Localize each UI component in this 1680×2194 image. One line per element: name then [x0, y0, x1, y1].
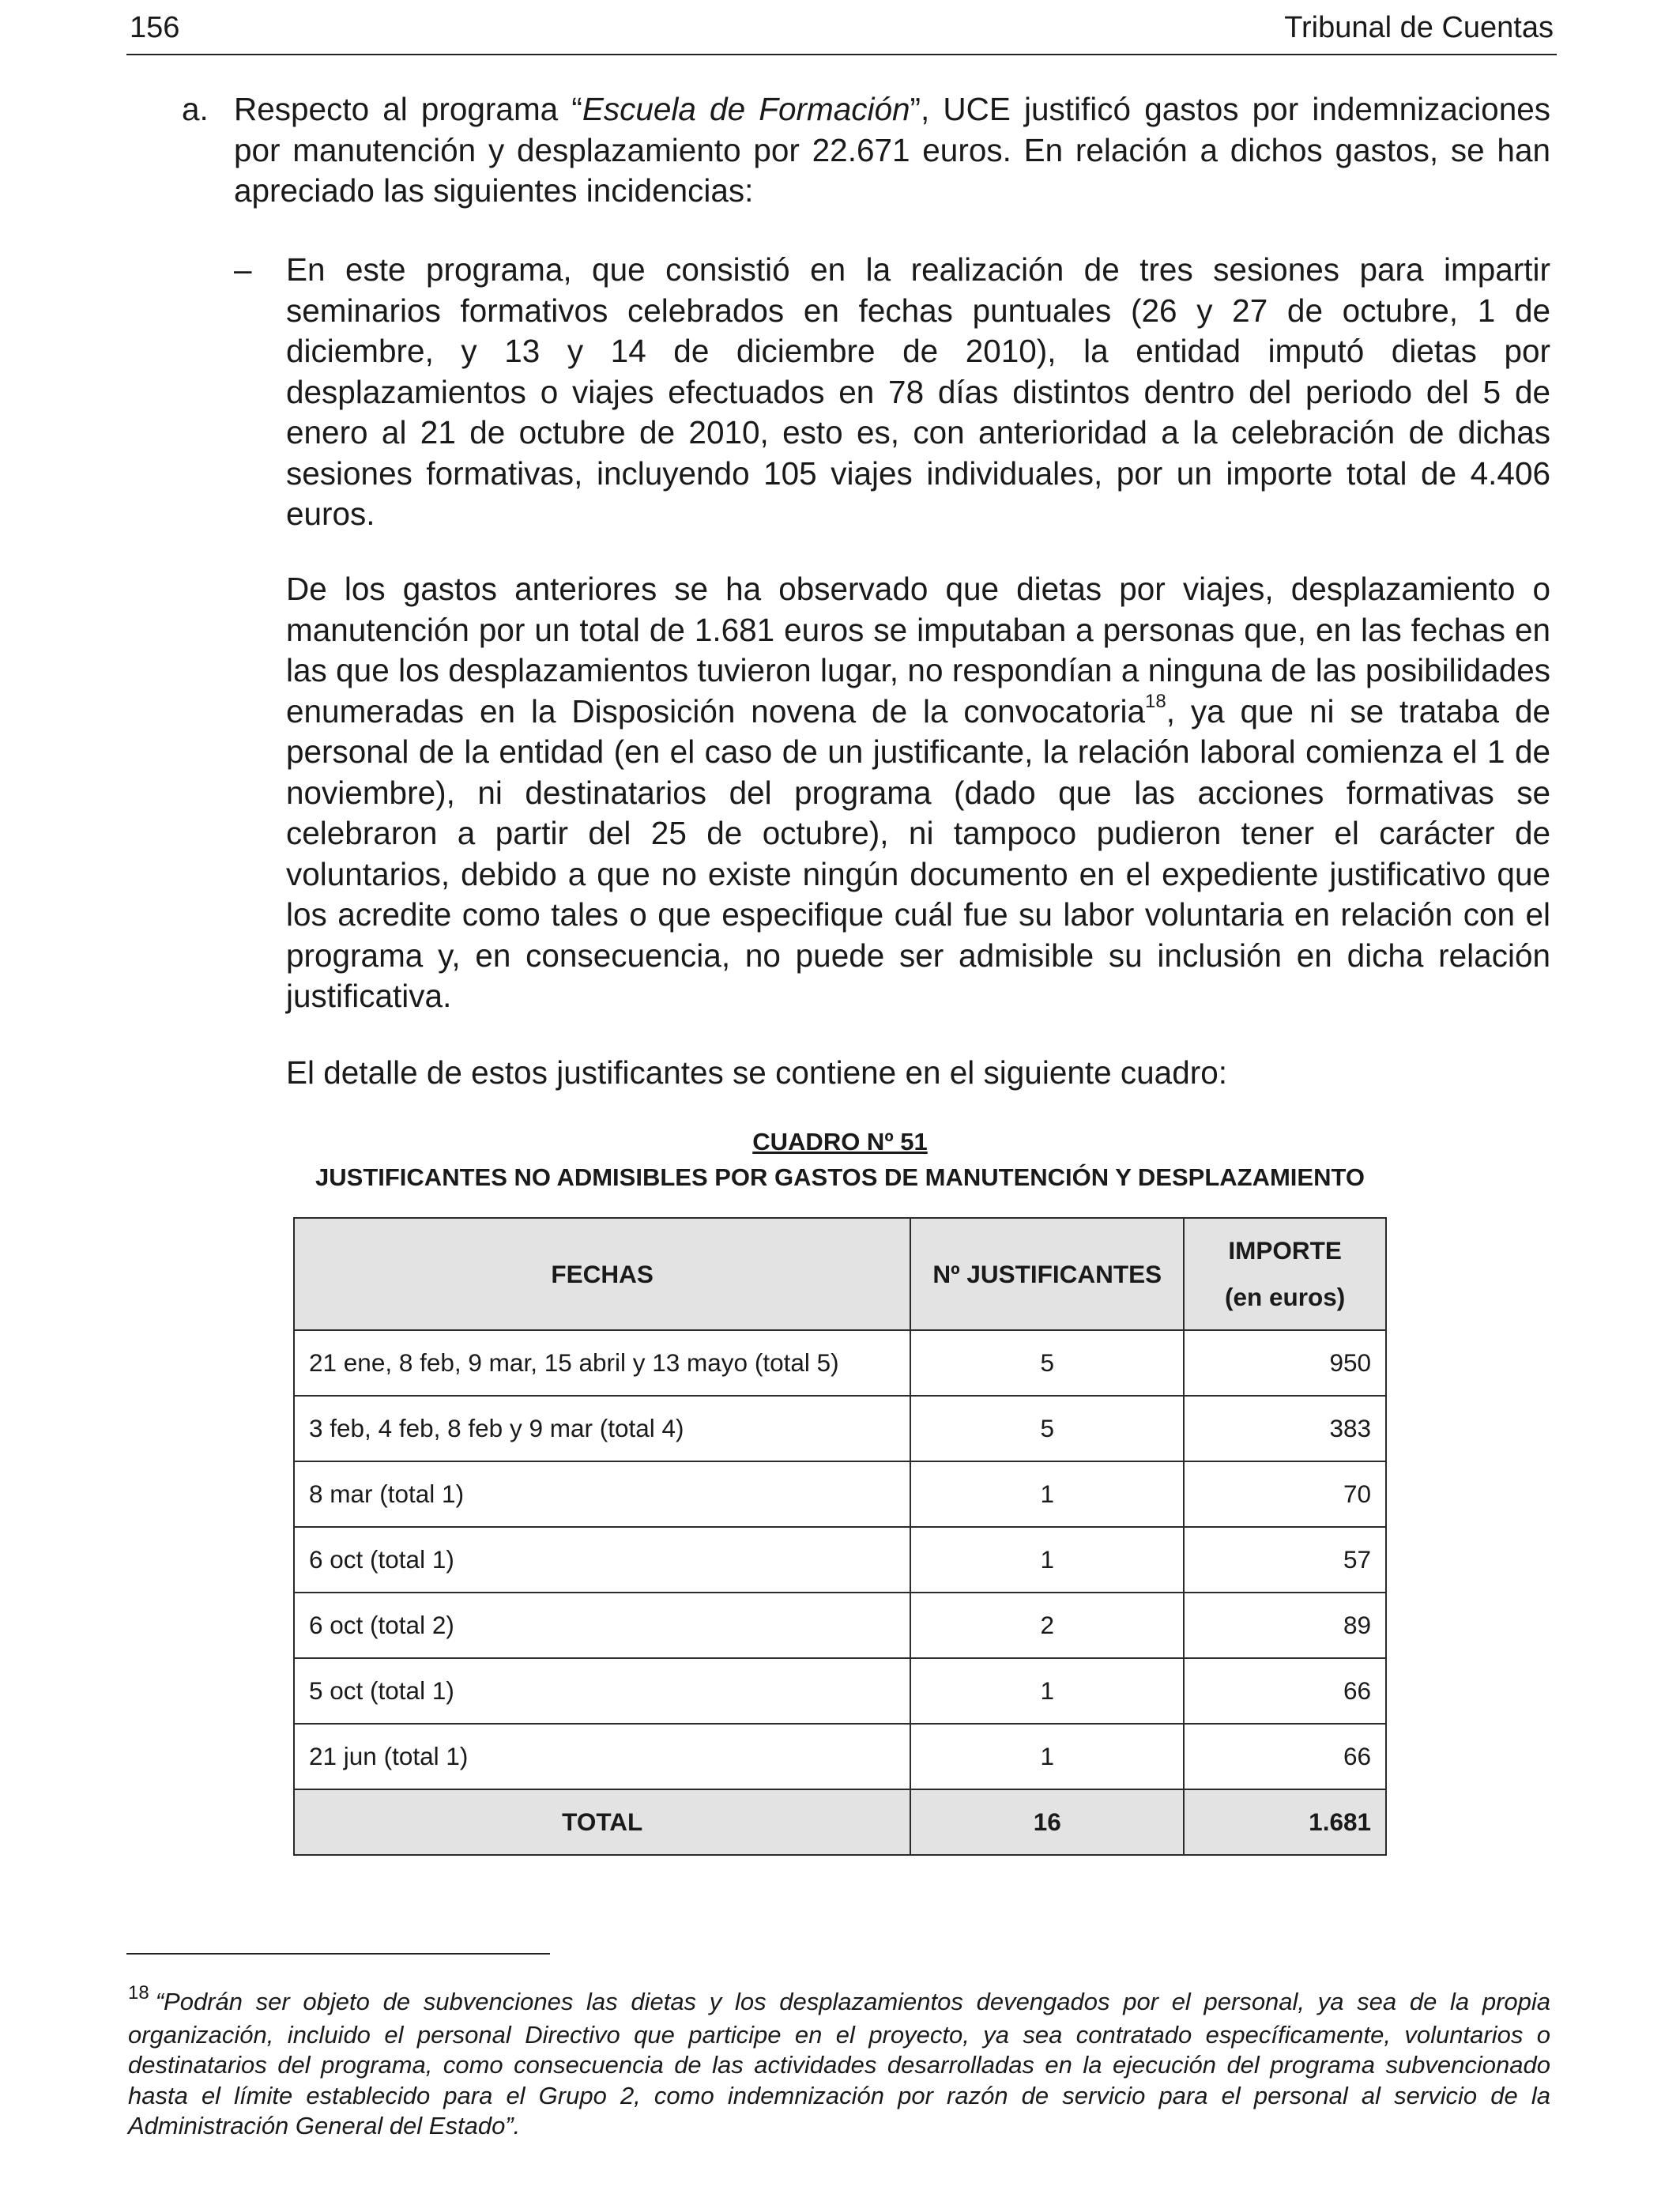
item-a-paragraph: [182, 89, 1550, 212]
justificantes-table: [293, 1217, 1387, 1856]
cell-fechas: 3 feb, 4 feb, 8 feb y 9 mar (total 4): [294, 1396, 910, 1461]
footnote-number: 18: [128, 1982, 149, 2004]
item-a-text-2: ”, UCE justificó gastos por indemnizaciones por manutención y desplazamiento por 22.671 euros. En relación a dichos gastos, se han apreciado las siguientes incidencias:: [234, 91, 1550, 209]
table-header-row: [294, 1218, 1386, 1330]
cell-fechas: 8 mar (total 1): [294, 1461, 910, 1527]
table-caption-text: CUADRO Nº 51: [752, 1128, 928, 1155]
footnote-reference[interactable]: 18: [1145, 691, 1166, 712]
total-justificantes: 16: [910, 1789, 1184, 1855]
item-a-text-1: Respecto al programa “: [234, 91, 582, 127]
cell-justificantes: 1: [910, 1724, 1184, 1789]
cell-justificantes: 2: [910, 1593, 1184, 1658]
header-importe-line-1: IMPORTE: [1228, 1236, 1342, 1265]
cell-importe: 950: [1184, 1330, 1386, 1396]
cell-importe: 383: [1184, 1396, 1386, 1461]
cell-importe: 70: [1184, 1461, 1386, 1527]
dash-marker: –: [234, 251, 252, 288]
body-paragraph-3: [286, 1053, 1550, 1094]
page-number: 156: [130, 11, 180, 44]
cell-justificantes: 1: [910, 1658, 1184, 1724]
cell-importe: 66: [1184, 1658, 1386, 1724]
paragraph-2-text-2: , ya que ni se trataba de personal de la entidad (en el caso de un justificante, la relación laboral comienza el 1 de noviembre), ni destinatarios del programa (dado que las acciones formativas se celebraron a partir del 25 de octubre), ni tampoco pudieron tener el carácter de voluntarios, debido a que no existe ningún documento en el expediente justificativo que los acredite como tales o que especifique cuál fue su labor voluntaria en relación con el programa y, en consecuencia, no puede ser admisible su inclusión en dicha relación justificativa.: [286, 692, 1551, 1014]
cell-justificantes: 5: [910, 1396, 1184, 1461]
cell-fechas: 21 ene, 8 feb, 9 mar, 15 abril y 13 mayo (total 5): [294, 1330, 910, 1396]
cell-justificantes: 1: [910, 1527, 1184, 1593]
list-marker-a: a.: [182, 91, 209, 127]
program-name: Escuela de Formación: [582, 91, 910, 127]
table-row: [294, 1461, 1386, 1527]
paragraph-2-text-1: De los gastos anteriores se ha observado que dietas por viajes, desplazamiento o manutención por un total de 1.681 euros se imputaban a personas que, en las fechas en las que los desplazamientos tuvieron lugar, no respondían a ninguna de las posibilidades enumeradas en la Disposición novena de la convocatoria: [286, 571, 1550, 729]
cell-importe: 66: [1184, 1724, 1386, 1789]
table-row: [294, 1593, 1386, 1658]
footnote-text: “Podrán ser objeto de subvenciones las dietas y los desplazamientos devengados por el personal, ya sea de la propia organización, incluido el personal Directivo que participe en el proyecto, ya sea contratado específicamente, voluntarios o destinatarios del programa, como consecuencia de las actividades desarrolladas en la ejecución del programa subvencionado hasta el límite establecido para el Grupo 2, como indemnización por razón de servicio para el personal al servicio de la Administración General del Estado”.: [128, 1988, 1550, 2139]
page-header: [126, 11, 1557, 55]
cell-justificantes: 1: [910, 1461, 1184, 1527]
dash-item-paragraph: [234, 250, 1550, 535]
table-row: [294, 1396, 1386, 1461]
cell-importe: 89: [1184, 1593, 1386, 1658]
table-row: [294, 1724, 1386, 1789]
cell-justificantes: 5: [910, 1330, 1184, 1396]
cell-importe: 57: [1184, 1527, 1386, 1593]
table-subtitle: JUSTIFICANTES NO ADMISIBLES POR GASTOS DE MANUTENCIÓN Y DESPLAZAMIENTO: [315, 1163, 1365, 1191]
paragraph-3-text: El detalle de estos justificantes se contiene en el siguiente cuadro:: [286, 1054, 1227, 1091]
header-importe: [1184, 1218, 1386, 1330]
total-importe: 1.681: [1184, 1789, 1386, 1855]
footnote-separator: [126, 1953, 550, 1955]
cell-fechas: 6 oct (total 2): [294, 1593, 910, 1658]
table-row: [294, 1527, 1386, 1593]
footnote: [128, 1982, 1550, 2142]
table-row: [294, 1330, 1386, 1396]
header-importe-line-2: (en euros): [1224, 1283, 1346, 1311]
running-title: Tribunal de Cuentas: [1284, 11, 1554, 44]
body-paragraph-2: [286, 569, 1550, 1017]
header-fechas: FECHAS: [294, 1218, 910, 1330]
dash-item-text: En este programa, que consistió en la realización de tres sesiones para impartir seminarios formativos celebrados en fechas puntuales (26 y 27 de octubre, 1 de diciembre, y 13 y 14 de diciembre de 2010), la entidad imputó dietas por desplazamientos o viajes efectuados en 78 días distintos dentro del periodo del 5 de enero al 21 de octubre de 2010, esto es, con anterioridad a la celebración de dichas sesiones formativas, incluyendo 105 viajes individuales, por un importe total de 4.406 euros.: [286, 251, 1550, 532]
cell-fechas: 6 oct (total 1): [294, 1527, 910, 1593]
table-total-row: [294, 1789, 1386, 1855]
total-label: TOTAL: [294, 1789, 910, 1855]
table-caption: [0, 1128, 1680, 1156]
cell-fechas: 5 oct (total 1): [294, 1658, 910, 1724]
cell-fechas: 21 jun (total 1): [294, 1724, 910, 1789]
table-row: [294, 1658, 1386, 1724]
header-justificantes: Nº JUSTIFICANTES: [910, 1218, 1184, 1330]
